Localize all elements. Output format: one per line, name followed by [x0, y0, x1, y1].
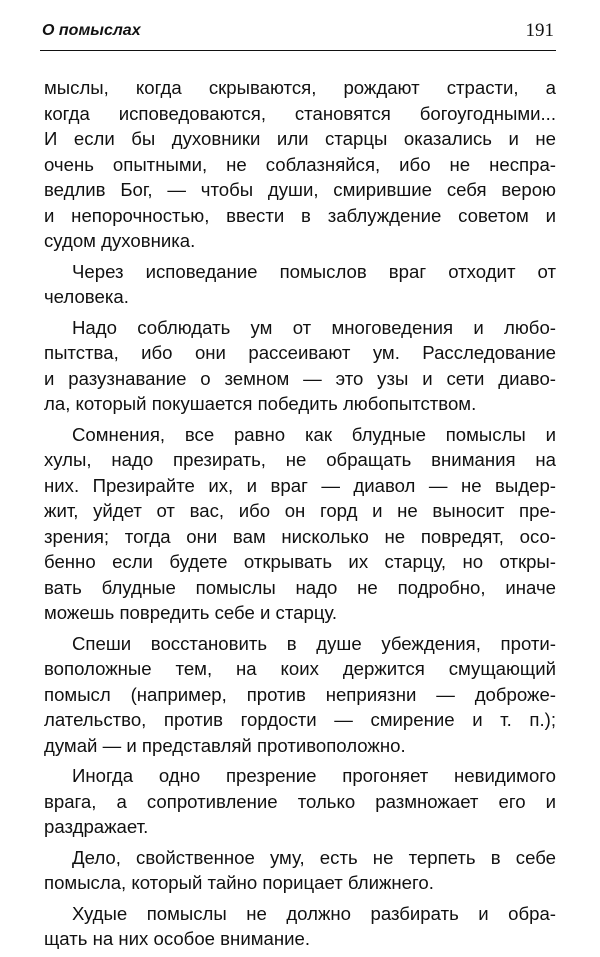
paragraph-5: [44, 631, 556, 759]
text-line: помысла, который тайно порицает ближнего.: [44, 872, 434, 893]
paragraph-2: [44, 259, 556, 310]
text-line: ведлив Бог, — чтобы души, смирившие себя верою: [44, 179, 556, 200]
text-line: Сомнения, все равно как блудные помыслы и: [72, 423, 556, 445]
text-line: жит, уйдет от вас, ибо он горд и не выносит пре-: [44, 500, 556, 521]
text-line: Дело, свойственное уму, есть не терпеть в себе: [72, 846, 556, 868]
text-line: вать блудные помыслы надо не подробно, иначе: [44, 576, 556, 598]
section-title: О помыслах: [42, 22, 141, 39]
running-head: [40, 20, 556, 51]
paragraph-7: [44, 845, 556, 896]
paragraph-8: [44, 901, 556, 952]
text-line: и разузнавание о земном — это узы и сети диаво-: [44, 367, 556, 389]
text-line: человека.: [44, 286, 129, 307]
paragraph-6: [44, 763, 556, 840]
text-line: Через исповедание помыслов враг отходит от: [72, 260, 556, 282]
text-line: Спеши восстановить в душе убеждения, проти-: [72, 632, 556, 654]
text-line: помысл (например, против неприязни — доброже-: [44, 683, 556, 705]
text-line: пытства, ибо они рассеивают ум. Расследование: [44, 342, 556, 363]
text-line: зрения; тогда они вам нисколько не повредят, осо-: [44, 525, 556, 547]
text-line: когда исповедоваются, становятся богоугодными...: [44, 102, 556, 124]
text-line: Худые помыслы не должно разбирать и обра-: [72, 902, 556, 924]
text-line: Иногда одно презрение прогоняет невидимого: [72, 765, 556, 786]
text-line: раздражает.: [44, 816, 149, 837]
text-line: судом духовника.: [44, 230, 196, 251]
text-line: И если бы духовники или старцы оказались и не: [44, 128, 556, 149]
text-line: можешь повредить себе и старцу.: [44, 602, 338, 623]
text-line: и непорочностью, ввести в заблуждение советом и: [44, 204, 556, 226]
text-line: лательство, против гордости — смирение и т. п.);: [44, 709, 556, 730]
paragraph-4: [44, 422, 556, 626]
text-line: мыслы, когда скрываются, рождают страсти, а: [44, 77, 556, 98]
text-line: очень опытными, не соблазняйся, ибо не неспра-: [44, 153, 556, 175]
body-text: [44, 75, 556, 957]
page-number: 191: [525, 20, 554, 41]
text-line: щать на них особое внимание.: [44, 928, 310, 949]
text-line: бенно если будете открывать их старцу, но откры-: [44, 551, 556, 572]
text-line: врага, а сопротивление только размножает его и: [44, 790, 556, 812]
paragraph-1: [44, 75, 556, 254]
text-line: ла, который покушается победить любопытством.: [44, 393, 477, 414]
text-line: хулы, надо презирать, не обращать внимания на: [44, 449, 556, 470]
text-line: Надо соблюдать ум от многоведения и любо-: [72, 316, 556, 338]
text-line: них. Презирайте их, и враг — диавол — не выдер-: [44, 474, 556, 496]
text-line: воположные тем, на коих держится смущающий: [44, 658, 556, 679]
text-line: думай — и представляй противоположно.: [44, 734, 406, 756]
paragraph-3: [44, 315, 556, 417]
